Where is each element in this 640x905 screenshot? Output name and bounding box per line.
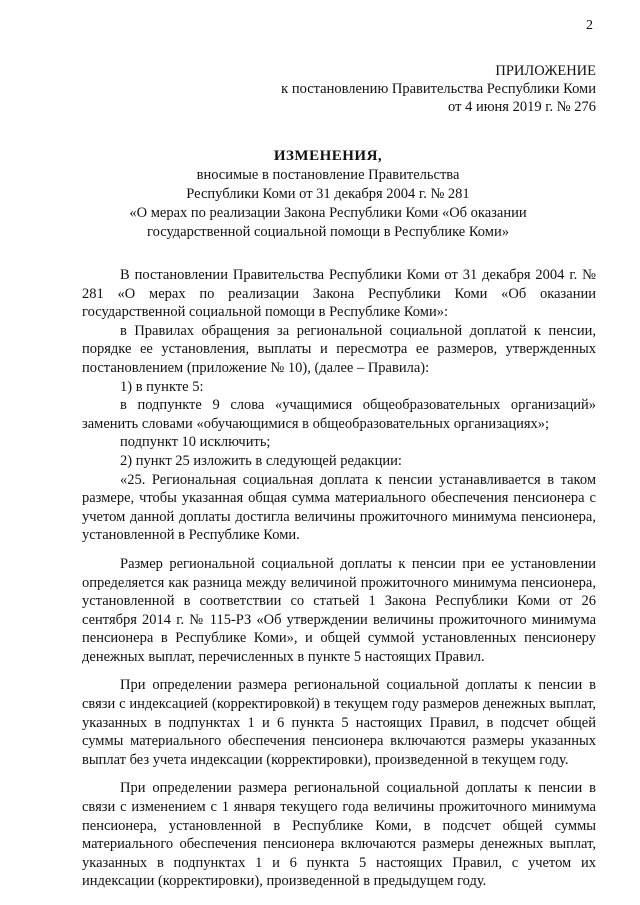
body-paragraph: в Правилах обращения за региональной социальной доплатой к пенсии, порядке ее установления, выплаты и пересмотра ее размеров, утвержденных постановлением (приложение № 10), (далее – Правила):	[82, 322, 596, 376]
changes-line: «О мерах по реализации Закона Республики Коми «Об оказании	[129, 205, 527, 221]
body-paragraph: 2) пункт 25 изложить в следующей редакции:	[120, 452, 402, 469]
body-paragraph: 1) в пункте 5:	[120, 378, 204, 395]
changes-line: государственной социальной помощи в Республике Коми»	[147, 224, 509, 240]
body-paragraph: Размер региональной социальной доплаты к пенсии при ее установлении определяется как разница между величиной прожиточного минимума пенсионера, установленной в соответствии со статьей 1 Закона Республики Коми от 26 сентября 2014 г. № 115-РЗ «Об утверждении величины прожиточного минимума пенсионера в Республике Коми», и общей суммой установленных пенсионеру денежных выплат, перечисленных в пункте 5 настоящих Правил.	[82, 555, 596, 665]
changes-title: ИЗМЕНЕНИЯ,	[273, 148, 383, 164]
appendix-title: ПРИЛОЖЕНИЕ	[495, 63, 596, 79]
body-paragraph: В постановлении Правительства Республики Коми от 31 декабря 2004 г. № 281 «О мерах по реализации Закона Республики Коми «Об оказании государственной социальной помощи в Республике Коми»:	[82, 267, 596, 321]
body-paragraph: в подпункте 9 слова «учащимися общеобразовательных организаций» заменить словами «обучающимися в общеобразовательных организациях»;	[82, 397, 596, 432]
body-paragraph: При определении размера региональной социальной доплаты к пенсии в связи с изменением с 1 января текущего года величины прожиточного минимума пенсионера, установленной в Республике Коми, в подсчет общей суммы материального обеспечения пенсионера включаются размеры денежных выплат, указанных в подпунктах 1 и 6 пункта 5 настоящих Правил, с учетом их индексации (корректировки), произведенной в предыдущем году.	[82, 780, 596, 890]
appendix-line: к постановлению Правительства Республики Коми	[281, 81, 596, 97]
body-paragraph: подпункт 10 исключить;	[120, 434, 271, 451]
body-paragraph: «25. Региональная социальная доплата к пенсии устанавливается в таком размере, чтобы указанная общая сумма материального обеспечения пенсионера с учетом данной доплаты достигла величины прожиточного минимума пенсионера, установленной в Республике Коми.	[82, 471, 596, 544]
changes-line: Республики Коми от 31 декабря 2004 г. № 281	[186, 186, 470, 202]
appendix-line: от 4 июня 2019 г. № 276	[448, 99, 596, 115]
page-number: 2	[586, 18, 593, 33]
document-body	[82, 266, 596, 891]
appendix-block	[281, 62, 596, 116]
changes-heading	[60, 147, 596, 242]
changes-line: вносимые в постановление Правительства	[196, 167, 460, 183]
body-paragraph: При определении размера региональной социальной доплаты к пенсии в связи с индексацией (корректировкой) в текущем году размеров денежных выплат, указанных в подпунктах 1 и 6 пункта 5 настоящих Правил, в подсчет общей суммы материального обеспечения пенсионера включаются размеры указанных выплат без учета индексации (корректировки), произведенной в текущем году.	[82, 677, 596, 768]
